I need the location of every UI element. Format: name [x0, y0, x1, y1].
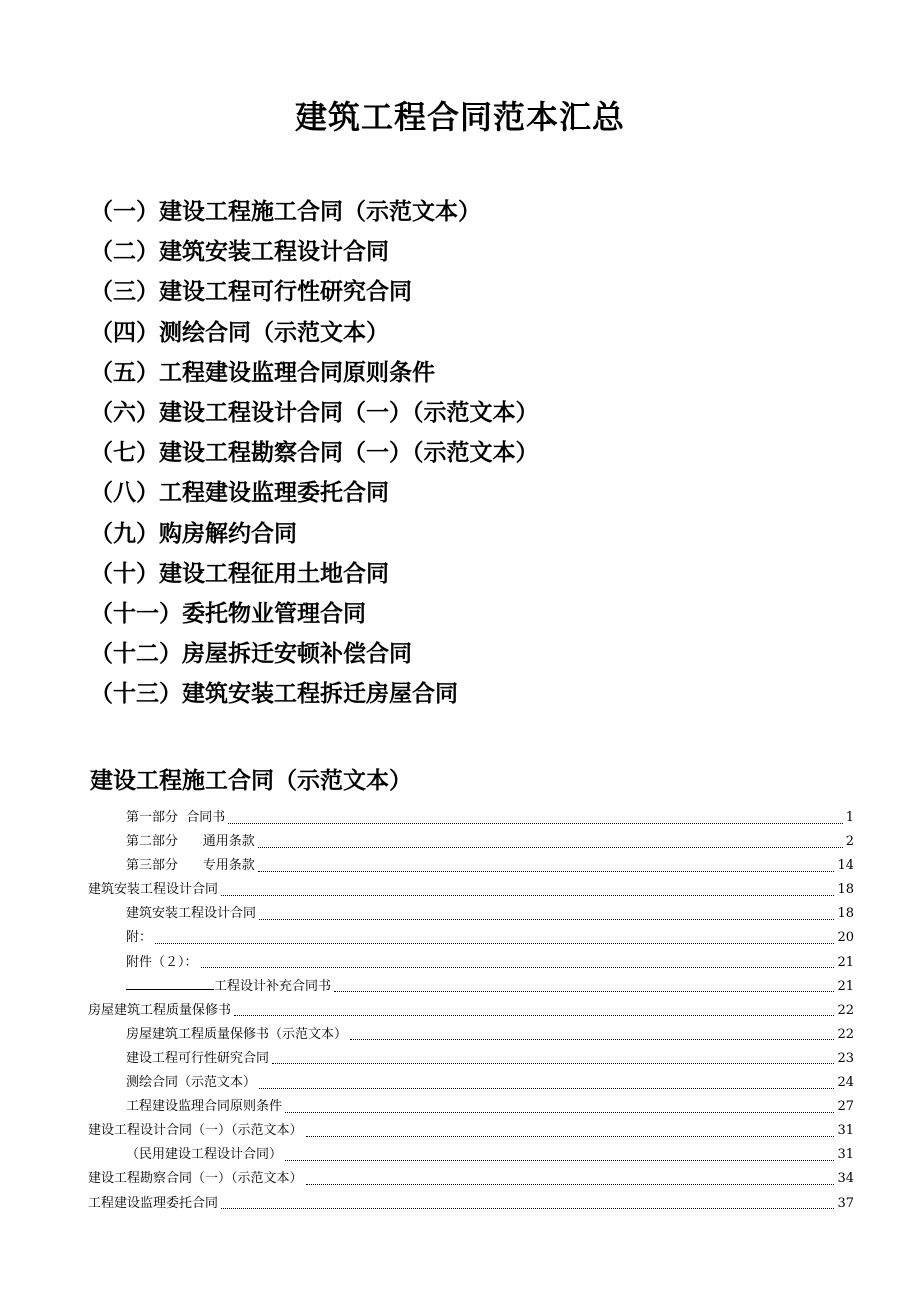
toc-page-number: 22: [837, 1002, 854, 1018]
dot-leader: [306, 1126, 835, 1137]
toc-entry-label: 附件（２）：: [126, 954, 198, 970]
dot-leader: [258, 837, 843, 848]
toc-entry[interactable]: [88, 854, 854, 878]
contract-item: （六）建设工程设计合同（一）（示范文本）: [90, 399, 539, 426]
dot-leader: [221, 885, 834, 896]
toc-entry[interactable]: [88, 1192, 854, 1216]
toc-entry[interactable]: [88, 1095, 854, 1119]
toc-page-number: 27: [837, 1099, 854, 1115]
toc-page-number: 21: [837, 954, 854, 970]
toc-entry[interactable]: [88, 1023, 854, 1047]
contract-item: （二）建筑安装工程设计合同: [90, 239, 389, 266]
dot-leader: [285, 1150, 834, 1161]
toc-entry-label: 建筑安装工程设计合同: [126, 906, 257, 922]
contract-item: （八）工程建设监理委托合同: [90, 480, 389, 507]
dot-leader: [259, 909, 834, 920]
contract-item: （一）建设工程施工合同（示范文本）: [90, 199, 481, 225]
dot-leader: [201, 957, 835, 968]
toc-entry-label: 测绘合同（示范文本）: [126, 1075, 257, 1091]
toc-entry[interactable]: [88, 902, 854, 926]
toc-page-number: 14: [837, 858, 854, 874]
toc-page-number: 24: [837, 1075, 854, 1091]
dot-leader: [272, 1053, 834, 1064]
toc-entry[interactable]: [88, 975, 854, 999]
toc-page-number: 21: [837, 978, 854, 994]
contract-item: （十三）建筑安装工程拆迁房屋合同: [90, 681, 458, 708]
dot-leader: [155, 933, 834, 944]
toc-page-number: 18: [837, 882, 854, 898]
toc-entry-label: 房屋建筑工程质量保修书（示范文本）: [126, 1026, 348, 1042]
toc-page-number: 34: [837, 1171, 854, 1187]
dot-leader: [285, 1102, 834, 1113]
dot-leader: [221, 1198, 834, 1209]
toc-entry-label: 附：: [126, 930, 153, 946]
toc-entry-label: 工程设计补充合同书: [214, 978, 332, 994]
toc-entry[interactable]: [88, 1143, 854, 1167]
contract-item: （十一）委托物业管理合同: [90, 600, 366, 627]
toc-page-number: 31: [837, 1147, 854, 1163]
toc-page-number: 22: [837, 1026, 854, 1042]
toc-entry-label: 建设工程可行性研究合同: [126, 1050, 270, 1066]
dot-leader: [259, 1078, 834, 1089]
contract-item: （九）购房解约合同: [90, 520, 297, 547]
dot-leader: [350, 1029, 834, 1040]
toc-heading: 建设工程施工合同（示范文本）: [90, 768, 412, 794]
contract-item: （三）建设工程可行性研究合同: [90, 279, 412, 306]
contract-item: （七）建设工程勘察合同（一）（示范文本）: [90, 440, 539, 467]
dot-leader: [306, 1174, 835, 1185]
toc-entry[interactable]: [88, 951, 854, 975]
toc-entry-label: 第二部分 通用条款: [126, 834, 255, 850]
toc-page-number: 2: [845, 834, 854, 850]
toc-entry[interactable]: [88, 1119, 854, 1143]
toc-entry-label: 工程建设监理合同原则条件: [126, 1099, 283, 1115]
toc-entry-label: 第三部分 专用条款: [126, 858, 255, 874]
toc-entry-label: （民用建设工程设计合同）: [126, 1147, 283, 1163]
toc-page-number: 37: [837, 1195, 854, 1211]
toc-page-number: 1: [845, 810, 854, 825]
contract-item: （十）建设工程征用土地合同: [90, 560, 389, 587]
toc-entry[interactable]: [88, 1047, 854, 1071]
toc-entry-label: 第一部分 合同书: [126, 810, 226, 825]
table-of-contents: [88, 806, 854, 1216]
toc-page-number: 23: [837, 1050, 854, 1066]
dot-leader: [234, 1005, 834, 1016]
toc-entry-label: 建设工程设计合同（一）（示范文本）: [88, 1123, 303, 1139]
dot-leader: [334, 981, 834, 992]
toc-entry[interactable]: [88, 926, 854, 950]
toc-entry[interactable]: [88, 806, 854, 830]
toc-entry[interactable]: [88, 999, 854, 1023]
dot-leader: [228, 813, 842, 824]
toc-page-number: 31: [837, 1123, 854, 1139]
dot-leader: [258, 861, 835, 872]
toc-page-number: 18: [837, 906, 854, 922]
contract-item: （五）工程建设监理合同原则条件: [90, 359, 435, 386]
toc-entry-label: 建设工程勘察合同（一）（示范文本）: [88, 1171, 303, 1187]
toc-entry[interactable]: [88, 830, 854, 854]
toc-entry[interactable]: [88, 1071, 854, 1095]
blank-underline: [126, 975, 214, 990]
toc-page-number: 20: [837, 930, 854, 946]
toc-entry-label: 房屋建筑工程质量保修书: [88, 1002, 232, 1018]
toc-entry[interactable]: [88, 878, 854, 902]
document-title: 建筑工程合同范本汇总: [294, 98, 625, 136]
toc-entry-label: 建筑安装工程设计合同: [88, 882, 219, 898]
contract-list: [90, 192, 539, 714]
toc-entry[interactable]: [88, 1167, 854, 1191]
contract-item: （四）测绘合同（示范文本）: [90, 319, 389, 346]
toc-entry-label: 工程建设监理委托合同: [88, 1195, 219, 1211]
contract-item: （十二）房屋拆迁安顿补偿合同: [90, 641, 412, 668]
